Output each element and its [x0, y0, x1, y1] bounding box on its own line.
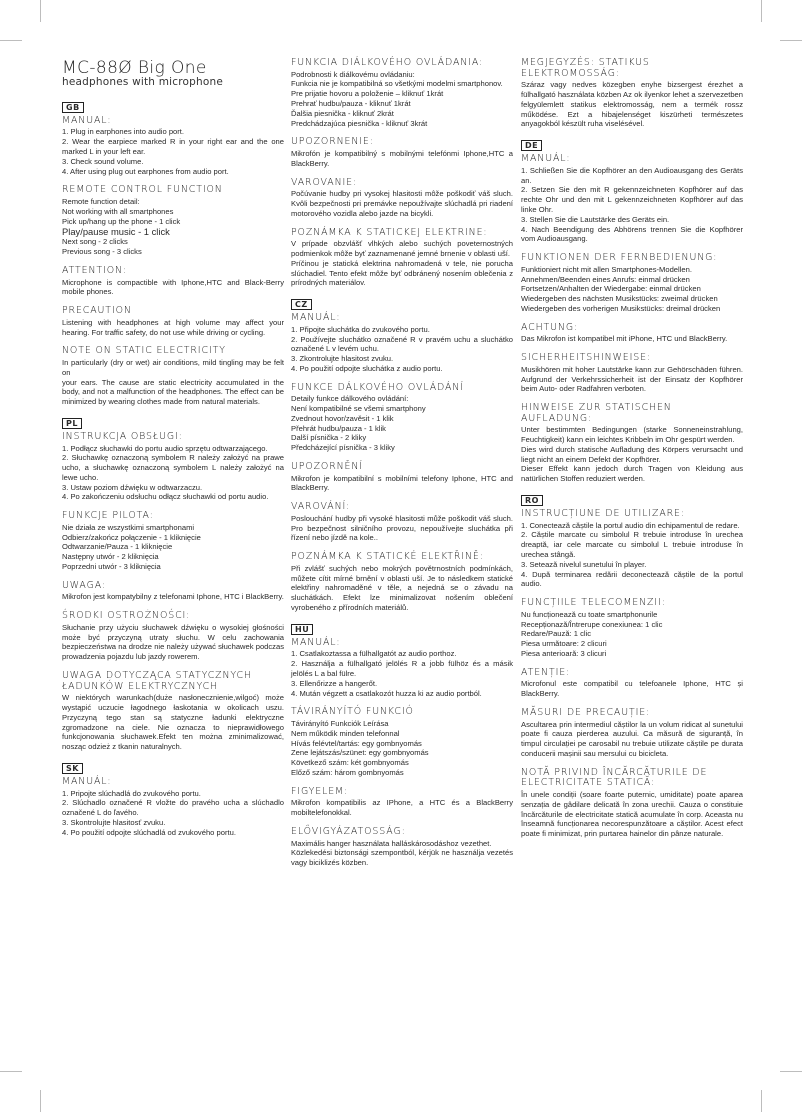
- section-line: Listening with headphones at high volume may affect your hearing. For traffic safety, do not use while driving or cycling.: [62, 317, 284, 337]
- crop-mark-bottom-left: [40, 1090, 41, 1112]
- section-heading: MANUAL:: [62, 114, 112, 126]
- section: [291, 622, 513, 699]
- section-line: Wiedergeben des nächsten Musikstücks: zweimal drücken: [521, 294, 718, 304]
- section: [62, 185, 284, 257]
- section-heading: ŚRODKI OSTROŻNOŚCI:: [62, 610, 191, 622]
- section-heading: FUNKCIA DIÁLKOVÉHO OVLÁDANIA:: [291, 57, 484, 68]
- section-line: Počúvanie hudby pri vysokej hlasitosti môže poškodiť váš sluch. Kvôli bezpečnosti pri premávke nepoužívajte slúchadlá pri riadení motorového vozidla alebo jazde na bicykli.: [291, 189, 513, 218]
- section-line: Zene lejátszás/szünet: egy gombnyomás: [291, 748, 429, 758]
- section: [291, 707, 513, 777]
- section: [291, 502, 513, 543]
- column-1-sections: [62, 100, 284, 838]
- language-badge: CZ: [291, 299, 312, 310]
- section-line: Microphone is compactible with Iphone,HTC and Black-Berry mobile phones.: [62, 277, 284, 297]
- section-line: Musikhören mit hoher Lautstärke kann zur Gehörschäden führen. Aufgrund der Verkehrssicherheit ist der Einsatz der Kopfhörer beim Auto- oder Radfahren verboten.: [521, 364, 743, 394]
- section-line: Poslouchání hudby při vysoké hlasitosti může poškodit váš sluch. Pro bezpečnost silničního provozu, nepoužívejte sluchátka při řízení nebo jízdě na kole..: [291, 513, 513, 543]
- section: [291, 827, 513, 868]
- section: [62, 611, 284, 662]
- section-line: 1. Csatlakoztassa a fülhallgatót az audio porthoz.: [291, 649, 457, 659]
- section-line: W niektórych warunkach(duże nasłonecznienie,wilgoć) może wystąpić uczucie łagodnego łaskotania w okolicach uszu. Przyczyną tego stan są statyczne ładunki elektryczne zgromadzone na ciele. Nie oznacza to nieprawidłowego funkcjonowania słuchawek.Efekt ten można zminimalizować, nosząc odzież z tkanin naturalnych.: [62, 693, 284, 752]
- section: [62, 266, 284, 297]
- section-line: 3. Zkontrolujte hlasitost zvuku.: [291, 354, 394, 364]
- section-line: Pre prijatie hovoru a položenie – kliknuť 1krát: [291, 89, 444, 99]
- section-line: Predchádzajúca piesnička - kliknuť 3krát: [291, 118, 428, 128]
- section-line: 2. Slúchadlo označené R vložte do pravého ucha a slúchadlo označené L do ľavého.: [62, 798, 284, 818]
- section-line: Redare/Pauză: 1 clic: [521, 629, 592, 639]
- section: [291, 383, 513, 453]
- section-line: Pick up/hang up the phone - 1 click: [62, 216, 181, 226]
- section-line: Wiedergeben des vorherigen Musikstücks: dreimal drücken: [521, 303, 721, 313]
- section: [521, 323, 743, 344]
- column-2-sections: [291, 58, 513, 868]
- section: [291, 462, 513, 493]
- section-line: 2. Setzen Sie den mit R gekennzeichneten Kopfhörer auf das rechte Ohr und den mit L gekennzeichneten Kopfhörer auf das linke Ohr.: [521, 185, 743, 214]
- language-badge: GB: [62, 102, 84, 113]
- section: [62, 346, 284, 407]
- section-line: Není kompatibilné se všemi smartphony: [291, 404, 426, 414]
- section-line: 2. Használja a fülhallgató jelölés R a jobb fülhöz és a másik jelölés L a bal fülre.: [291, 659, 513, 679]
- section-heading: FUNCȚIILE TELECOMENZII:: [521, 597, 666, 609]
- section-heading: MĂSURI DE PRECAUȚIE:: [521, 707, 651, 718]
- section-heading: POZNÁMKA K STATICKEJ ELEKTRINE:: [291, 226, 488, 238]
- section-line: Nu funcționează cu toate smartphonurile: [521, 609, 658, 619]
- section: [521, 138, 743, 244]
- section-line: In particularly (dry or wet) air conditions, mild tingling may be felt on: [62, 357, 284, 377]
- section-heading: MANUÁL:: [62, 776, 112, 787]
- product-title: MC-88Ø Big One: [62, 58, 207, 78]
- section-line: Remote function detail:: [62, 196, 140, 206]
- section-heading: UWAGA DOTYCZĄCA STATYCZNYCH ŁADUNKÓW ELEKTRYCZNYCH: [62, 670, 252, 692]
- section-line: Při zvlášť suchých nebo mokrých povětrnostních podmínkách, můžete cítit mírné brnění v oblasti uší. Je to následkem statické elektřiny nahromaděné v těle, a nejedná se o závadu na sluchátkách. Efekt lze minimalizovat nošením oblečení vyrobeného z přírodních materiálů.: [291, 563, 513, 613]
- section-line: 4. După terminarea redării deconectează căștile de la portul audio.: [521, 569, 743, 589]
- language-badge: HU: [291, 624, 313, 635]
- crop-mark-bottom-right: [761, 1090, 762, 1112]
- section-heading: NOTĂ PRIVIND ÎNCĂRCĂTURILE DE ELECTRICITATE STATICĂ:: [521, 766, 708, 789]
- section: [291, 178, 513, 219]
- section-line: 4. After using plug out earphones from audio port.: [62, 166, 229, 176]
- section-line: Száraz vagy nedves közegben enyhe bizsergest érezhet a fülhallgató használata közben Az ok ilyenkor lehet a szervezetben felgyülemlett statikus elektromosság, nem a termék rossz működése. Ezt a hibajelenséget kiszürheti természetes anyagokból készült ruha viselésével.: [521, 80, 743, 129]
- product-subtitle: headphones with microphone: [62, 76, 223, 88]
- section-line: Recepționază/Întrerupe conexiunea: 1 clic: [521, 619, 663, 629]
- section-heading: FUNKCJE PILOTA:: [62, 510, 154, 522]
- section-line: Microfonul este compatibil cu telefoanele Iphone, HTC și BlackBerry.: [521, 679, 743, 699]
- section-line: Hívás felévtel/tartás: egy gombnyomás: [291, 738, 422, 748]
- section-line: 1. Připojte sluchátka do zvukového portu.: [291, 324, 430, 334]
- section-line: 3. Setează nivelul sunetului în player.: [521, 559, 647, 569]
- section-line: Annehmen/Beenden eines Anrufs: einmal drücken: [521, 274, 690, 284]
- section-heading: FUNKCE DÁLKOVÉHO OVLÁDÁNÍ: [291, 381, 464, 393]
- section-line: Předcházející písnička - 3 kliky: [291, 443, 395, 453]
- section-line: 2. Słuchawkę oznaczoną symbolem R należy założyć na prawe ucho, a słuchawkę oznaczoną symbolem L należy założyć na lewe ucho.: [62, 453, 284, 482]
- section-line: Mikrofón je kompatibilný s mobilnými telefónmi Iphone,HTC a BlackBerry.: [291, 148, 513, 168]
- section-line: Dies wird durch statische Aufladung des Körpers verursacht und liegt nicht an einem Defekt der Kopfhörer.: [521, 444, 743, 464]
- column-1: [62, 58, 284, 847]
- section-heading: MANUÁL:: [291, 636, 341, 648]
- section-line: În unele condiții (soare foarte puternic, umiditate) poate aparea senzația de gâdilare delicată în zona urechii. Cauza o constituie încărcăturile de electricitate statică acumulate în corp. Aceasta nu înseamnă funcționarea necorespunzătoare a căștilor. Acest efect poate fi minimizat, prin purtarea hainelor din pânze naturale.: [521, 789, 743, 839]
- section: [62, 416, 284, 502]
- section-heading: PRECAUTION: [62, 305, 132, 317]
- section-line: 1. Pripojte slúchadlá do zvukového portu.: [62, 788, 201, 798]
- crop-mark-top-left-h: [0, 40, 22, 41]
- section-line: 4. Nach Beendigung des Abhörens trennen Sie die Kopfhörer vom Audioausgang.: [521, 224, 743, 244]
- section-heading: INSTRUKCJA OBSŁUGI:: [62, 430, 183, 442]
- section-line: Podrobnosti k diálkovému ovládaniu:: [291, 69, 415, 79]
- section-line: Maximális hanger használata halláskárosodáshoz vezethet.: [291, 838, 492, 848]
- section: [62, 511, 284, 572]
- section-line: Odbierz/zakończ połączenie - 1 kliknięcie: [62, 532, 201, 542]
- section-line: Prehrať hudbu/pauza - kliknuť 1krát: [291, 98, 411, 108]
- section-line: Następny utwór - 2 kliknięcia: [62, 552, 159, 562]
- section-line: 2. Wear the earpiece marked R in your right ear and the one marked L in your left ear.: [62, 137, 284, 156]
- section-line: Přehrát hudbu/pauza - 1 klik: [291, 423, 386, 433]
- section-heading: UWAGA:: [62, 579, 106, 591]
- section-line: 4. Po použití odpojte sluchátka z audio portu.: [291, 363, 443, 373]
- section: [291, 297, 513, 374]
- section: [521, 493, 743, 589]
- section: [521, 353, 743, 394]
- section-line: Dieser Effekt kann jedoch durch Tragen von Kleidung aus natürlichen Stoffen reduziert werden.: [521, 464, 743, 484]
- section: [62, 100, 284, 177]
- section-heading: MEGJEGYZÉS: STATIKUS ELEKTROMOSSÁG:: [521, 57, 650, 79]
- section-line: Következő szám: két gombnyomás: [291, 758, 409, 768]
- section-line: 3. Ustaw poziom dźwięku w odtwarzaczu.: [62, 482, 203, 492]
- section-line: Ascultarea prin intermediul căștilor la un volum ridicat al sunetului poate fi cauza pierderea auzului. Ca măsură de siguranță, în timpul circulației pe carosabil nu trebuie utilizate căștile pe durata conducerii mașinii sau mersului cu bicicleta.: [521, 719, 743, 758]
- section: [291, 58, 513, 128]
- section-line: Mikrofon je kompatibilní s mobilními telefony Iphone, HTC and BlackBerry.: [291, 473, 513, 493]
- section-line: Unter bestimmten Bedingungen (starke Sonneneinstrahlung, Feuchtigkeit) kann ein leichtes Kribbeln im Ohr gespürt werden.: [521, 425, 743, 445]
- section-line: 3. Skontrolujte hlasitosť zvuku.: [62, 817, 166, 827]
- section-line: V prípade obzvlášť vlhkých alebo suchých poveternostných podmienkok môže byť zaznamenané jemné brnenie v oblasti uší.: [291, 239, 513, 258]
- language-badge: RO: [521, 495, 543, 506]
- section-heading: HINWEISE ZUR STATISCHEN AUFLADUNG:: [521, 402, 672, 424]
- section: [521, 598, 743, 659]
- section-line: 1. Conectează căștile la portul audio din echipamentul de redare.: [521, 520, 740, 530]
- section-line: 1. Podłącz słuchawki do portu audio sprzętu odtwarzającego.: [62, 443, 268, 453]
- section: [521, 768, 743, 839]
- section-line: 4. Po použití odpojte slúchadlá od zvukového portu.: [62, 827, 236, 837]
- section-line: Príčinou je statická elektrina nahromadená v tele, nie porucha slúchadiel. Tento efekt môže byť odbránený nosením oblečenia z prírodných materiálov.: [291, 258, 513, 288]
- crop-mark-bottom-right-h: [780, 1071, 802, 1072]
- section-line: Previous song - 3 clicks: [62, 247, 142, 257]
- section-heading: UPOZORNENIE:: [291, 136, 374, 148]
- section-line: Słuchanie przy użyciu słuchawek dźwięku o wysokiej głośności może być przyczyną utraty słuchu. W celu zachowania bezpieczeństwa na drodze nie należy używać słuchawek podczas prowadzenia pojazdu lub jazdy rowerem.: [62, 622, 284, 662]
- section-line: Funktioniert nicht mit allen Smartphones-Modellen.: [521, 264, 692, 274]
- section-heading: REMOTE CONTROL FUNCTION: [62, 184, 223, 196]
- section-line: Poprzedni utwór - 3 kliknięcia: [62, 562, 161, 572]
- section-heading: ELŐVIGYÁZATOSSÁG:: [291, 825, 406, 837]
- section-heading: SICHERHEITSHINWEISE:: [521, 352, 651, 364]
- section-line: Funkcia nie je kompatibilná so všetkými modelmi smartphonov.: [291, 79, 503, 89]
- section-heading: POZNÁMKA K STATICKÉ ELEKTŘINĚ:: [291, 551, 484, 563]
- section-line: Előző szám: három gombnyomás: [291, 767, 404, 777]
- section-line: Fortsetzen/Anhalten der Wiedergabe: einmal drücken: [521, 284, 701, 294]
- section: [291, 552, 513, 613]
- section: [291, 137, 513, 168]
- section-heading: FUNKTIONEN DER FERNBEDIENUNG:: [521, 252, 718, 264]
- section-line: 3. Ellenőrizze a hangerőt.: [291, 678, 378, 688]
- section-heading: NOTE ON STATIC ELECTRICITY: [62, 345, 226, 357]
- section-line: Play/pause music - 1 click: [62, 226, 170, 238]
- column-3-sections: [521, 58, 743, 839]
- section-line: your ears. The cause are static electricity accumulated in the body, and not a malfunction of the headphones. The effect can be minimized by wearing clothes made from natural materials.: [62, 377, 284, 407]
- section-line: Távirányító Funkciók Leírása: [291, 719, 389, 728]
- section-line: 4. Po zakończeniu odsłuchu odłącz słuchawki od portu audio.: [62, 492, 269, 502]
- section-heading: ATENȚIE:: [521, 666, 571, 678]
- section: [291, 228, 513, 289]
- section-line: 2. Căștile marcate cu simbolul R trebuie introduse în urechea dreaptă, iar cele marcate cu simbolul L trebuie introduse în urechea stângă.: [521, 530, 743, 560]
- language-badge: SK: [62, 763, 83, 774]
- section-line: Next song - 2 clicks: [62, 237, 128, 247]
- section-line: Nem működik minden telefonnal: [291, 728, 400, 738]
- section-heading: FIGYELEM:: [291, 785, 349, 797]
- crop-mark-bottom-left-h: [0, 1071, 22, 1072]
- section: [521, 708, 743, 759]
- section-line: Detaily funkce dálkového ovládání:: [291, 394, 409, 404]
- crop-mark-top-left: [40, 0, 41, 22]
- section-line: Mikrofon kompatibilis az IPhone, a HTC és a BlackBerry mobiltelefonokkal.: [291, 798, 513, 818]
- section-line: 1. Schließen Sie die Kopfhörer an den Audioausgang des Geräts an.: [521, 165, 743, 185]
- section-heading: VAROVANIE:: [291, 176, 358, 188]
- crop-mark-top-right: [761, 0, 762, 22]
- section-line: Not working with all smartphones: [62, 206, 174, 216]
- section: [291, 787, 513, 818]
- section-line: Ďalšia piesnička - kliknuť 2krát: [291, 108, 394, 118]
- section-line: Odtwarzanie/Pauza - 1 kliknięcie: [62, 542, 173, 552]
- section-line: 2. Používejte sluchátko označené R v pravém uchu a sluchátko označené L v levém uchu.: [291, 334, 513, 354]
- column-3: [521, 58, 743, 848]
- section: [521, 253, 743, 314]
- section-line: 3. Stellen Sie die Lautstärke des Geräts ein.: [521, 214, 670, 224]
- section-heading: MANUÁL:: [521, 153, 571, 165]
- section-line: Nie działa ze wszystkimi smartphonami: [62, 522, 195, 532]
- section-heading: MANUÁL:: [291, 312, 341, 324]
- section-line: 4. Mután végzett a csatlakozót huzza ki az audio portból.: [291, 688, 482, 698]
- section-heading: ATTENTION:: [62, 264, 127, 276]
- section-heading: UPOZORNĚNÍ: [291, 461, 363, 473]
- section-heading: ACHTUNG:: [521, 321, 579, 333]
- section-line: Piesa următoare: 2 clicuri: [521, 639, 607, 649]
- language-badge: DE: [521, 140, 542, 151]
- section-line: Mikrofon jest kompatybilny z telefonami Iphone, HTC i BlackBerry.: [62, 592, 284, 602]
- section: [521, 668, 743, 699]
- section: [62, 581, 284, 602]
- section-line: Das Mikrofon ist kompatibel mit iPhone, HTC und BlackBerry.: [521, 334, 728, 344]
- crop-mark-top-right-h: [780, 40, 802, 41]
- section-line: Piesa anterioară: 3 clicuri: [521, 649, 607, 659]
- section-heading: VAROVÁNÍ:: [291, 501, 351, 513]
- section-line: Další písnička - 2 kliky: [291, 433, 367, 443]
- section: [62, 671, 284, 752]
- section: [62, 761, 284, 838]
- language-badge: PL: [62, 418, 82, 429]
- section-line: Közlekedési biztonsági szempontból, kérjük ne használja vezetés vagy biciklizés közben.: [291, 848, 513, 868]
- section-line: Zvednout hovor/zavěsit - 1 klik: [291, 413, 394, 423]
- section: [521, 58, 743, 129]
- column-2: [291, 58, 513, 877]
- section-line: 1. Plug in earphones into audio port.: [62, 127, 185, 137]
- section-heading: INSTRUCȚIUNE DE UTILIZARE:: [521, 508, 685, 520]
- section: [521, 403, 743, 484]
- section-line: 3. Check sound volume.: [62, 156, 144, 166]
- section: [62, 306, 284, 337]
- section-heading: TÁVIRÁNYÍTÓ FUNKCIÓ: [291, 706, 414, 718]
